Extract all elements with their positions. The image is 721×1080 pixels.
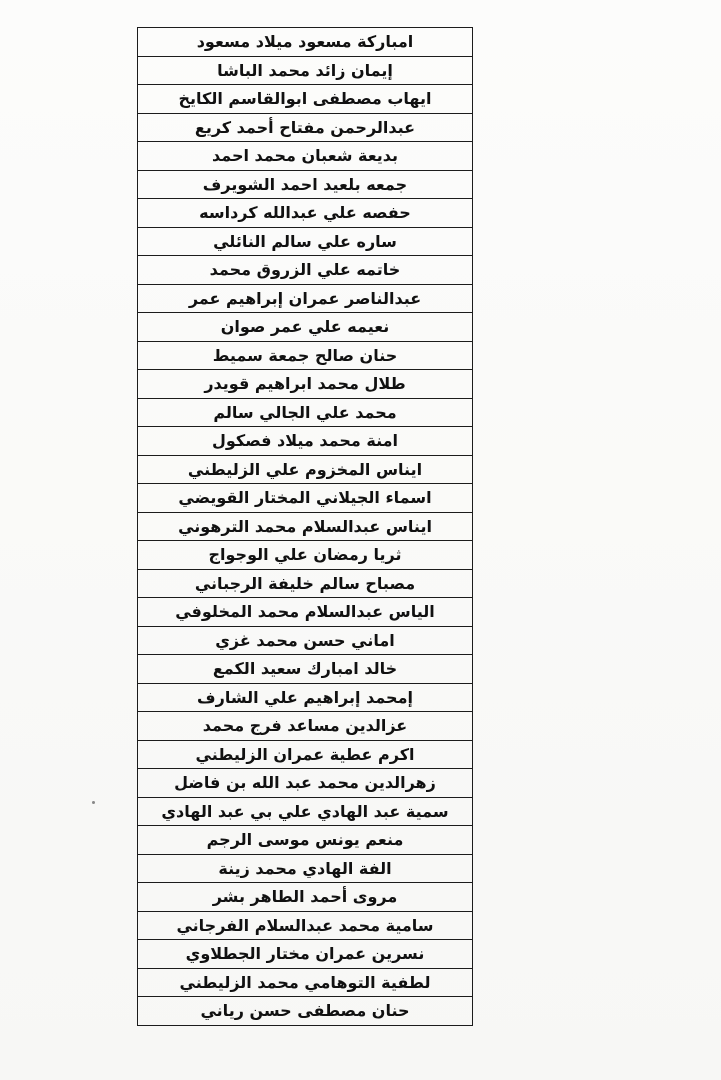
name-cell: خاتمه علي الزروق محمد <box>138 256 473 285</box>
table-row <box>138 313 473 342</box>
table-row <box>138 142 473 171</box>
name-cell: عبدالرحمن مفتاح أحمد كريع <box>138 113 473 142</box>
table-row <box>138 113 473 142</box>
name-cell: مروى أحمد الطاهر بشر <box>138 883 473 912</box>
name-cell: سمية عبد الهادي علي بي عبد الهادي <box>138 797 473 826</box>
table-row <box>138 740 473 769</box>
name-cell: نعيمه علي عمر صوان <box>138 313 473 342</box>
table-row <box>138 769 473 798</box>
name-cell: امنة محمد ميلاد فصكول <box>138 427 473 456</box>
name-cell: امباركة مسعود ميلاد مسعود <box>138 28 473 57</box>
table-row <box>138 170 473 199</box>
paper-speck <box>92 801 95 804</box>
table-row <box>138 968 473 997</box>
name-cell: ايناس المخزوم علي الزليطني <box>138 455 473 484</box>
names-table <box>137 27 473 1026</box>
name-cell: ايناس عبدالسلام محمد الترهوني <box>138 512 473 541</box>
name-cell: بديعة شعبان محمد احمد <box>138 142 473 171</box>
name-cell: طلال محمد ابراهيم قويدر <box>138 370 473 399</box>
name-cell: الفة الهادي محمد زينة <box>138 854 473 883</box>
name-cell: إمحمد إبراهيم علي الشارف <box>138 683 473 712</box>
name-cell: منعم يونس موسى الرجم <box>138 826 473 855</box>
table-row <box>138 56 473 85</box>
name-cell: اكرم عطية عمران الزليطني <box>138 740 473 769</box>
table-row <box>138 227 473 256</box>
name-cell: ايهاب مصطفى ابوالقاسم الكايخ <box>138 85 473 114</box>
name-cell: مصباح سالم خليفة الرجباني <box>138 569 473 598</box>
table-row <box>138 797 473 826</box>
name-cell: حنان صالح جمعة سميط <box>138 341 473 370</box>
name-cell: عزالدين مساعد فرج محمد <box>138 712 473 741</box>
table-row <box>138 284 473 313</box>
table-row <box>138 826 473 855</box>
name-cell: خالد امبارك سعيد الكمع <box>138 655 473 684</box>
table-row <box>138 712 473 741</box>
table-row <box>138 541 473 570</box>
table-row <box>138 854 473 883</box>
name-cell: محمد علي الجالي سالم <box>138 398 473 427</box>
name-cell: اماني حسن محمد غزي <box>138 626 473 655</box>
table-row <box>138 256 473 285</box>
name-cell: زهرالدين محمد عبد الله بن فاضل <box>138 769 473 798</box>
table-row <box>138 940 473 969</box>
table-row <box>138 655 473 684</box>
name-cell: حنان مصطفى حسن رياني <box>138 997 473 1026</box>
table-row <box>138 484 473 513</box>
table-row <box>138 28 473 57</box>
table-row <box>138 883 473 912</box>
name-cell: حفصه علي عبدالله كرداسه <box>138 199 473 228</box>
name-cell: الياس عبدالسلام محمد المخلوفي <box>138 598 473 627</box>
table-row <box>138 455 473 484</box>
name-cell: ثريا رمضان علي الوجواج <box>138 541 473 570</box>
table-row <box>138 341 473 370</box>
table-row <box>138 911 473 940</box>
name-cell: اسماء الجيلاني المختار القويضي <box>138 484 473 513</box>
table-row <box>138 569 473 598</box>
table-row <box>138 427 473 456</box>
name-cell: سامية محمد عبدالسلام الفرجاني <box>138 911 473 940</box>
name-cell: جمعه بلعيد احمد الشويرف <box>138 170 473 199</box>
table-row <box>138 512 473 541</box>
names-table-body <box>138 28 473 1026</box>
name-cell: نسرين عمران مختار الجطلاوي <box>138 940 473 969</box>
table-row <box>138 626 473 655</box>
table-row <box>138 85 473 114</box>
name-cell: لطفية التوهامي محمد الزليطني <box>138 968 473 997</box>
name-cell: عبدالناصر عمران إبراهيم عمر <box>138 284 473 313</box>
name-cell: إيمان زائد محمد الباشا <box>138 56 473 85</box>
name-cell: ساره علي سالم النائلي <box>138 227 473 256</box>
table-row <box>138 598 473 627</box>
table-row <box>138 199 473 228</box>
table-row <box>138 398 473 427</box>
table-row <box>138 997 473 1026</box>
table-row <box>138 370 473 399</box>
table-row <box>138 683 473 712</box>
